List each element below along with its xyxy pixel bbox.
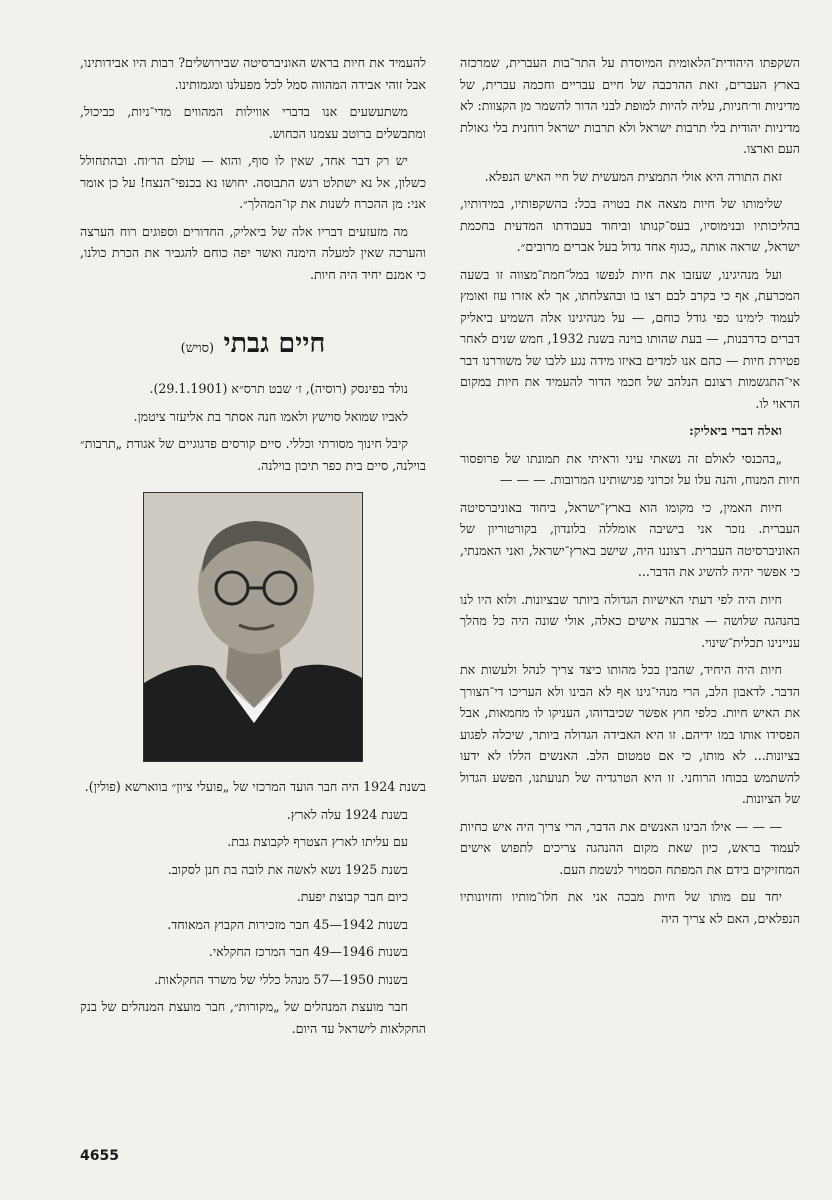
paragraph: ועל מנהיגינו, שעזבו את חיות לנפשו במל־חמת־מצווה זו בשעה המכרעת, אף כי בקרב לבם רצו בו ובהצלחתו, אך לא אזרו עוז ואומץ לעמוד לימינו כפי גודל כוחם, — על מנהיגינו אלה השמיע ביאליק דברים כדרבנות, — בעת שהותו בוינה בשנת 1932, חמש שנים לאחר פטירת חיות — כהם אנו למדים באיזו מידה נגע ללבו של משוררנו דבר אי־התגשמות רצונם הנלהב של חכמי הדור להעמיד את חיות במקום הראוי לו. <box>460 266 800 411</box>
paragraph: להעמיד את חיות בראש האוניברסיטה שבירושלים? רבות היו אבידותינו, אבל זוהי אבידה המהווה סמל לכל מפעלנו ומגמותינו. <box>80 55 426 92</box>
bio-paragraph: בשנות 1946—49 חבר המרכז החקלאי. <box>208 944 408 959</box>
bio-paragraph: בשנות 1950—57 מנהל כללי של משרד החקלאות. <box>154 971 408 987</box>
paragraph: „בהכנסי לאולם זה נשאתי עיני וראיתי את תמונתו של פרופסור חיות המנוח, והנה עלו על זכרוני פגישותינו המרובות. — — — <box>460 450 800 487</box>
bio-paragraph: נולד בפינסק (רוסיה), ז׳ שבט תרס״א (29.1.1901). <box>149 381 408 396</box>
portrait-photo <box>143 492 363 762</box>
paragraph: זאת התורה היא אולי התמצית המעשית של חיי האיש הנפלא. <box>484 168 782 184</box>
page-number: 4655 <box>80 1148 119 1164</box>
paragraph: — — — אילו הבינו האנשים את הדבר, הרי צריך היה איש כחיות לעמוד בראש, כיון שאת מקום ההנהגה צריכים לתפוש אישים המחזיקים בידם את המפתח הסמויר לנשמת העם. <box>460 818 800 877</box>
paragraph: מה מזעזעים דבריו אלה של ביאליק, החדורים וספוגים רוח הערצה והערכה שאין למעלה הימנה ואשר יפה כוחם להגביר את הכרת כולנו, כי אמנם יחיד היה חיות. <box>80 223 426 282</box>
paragraph: יש רק דבר אחד, שאין לו סוף, והוא — עולם הר׳וח. ובהתחולל כשלון, אל נא ישתלט רגש התבוסה. יחושו נא בכנפי־הנצח! על כן אומר אני: מן ההכרח לשנות את קו־המהלך״. <box>80 153 426 211</box>
bio-paragraph: כיום חבר קבוצת יפעת. <box>296 889 408 904</box>
paragraph: השקפתו היהודית־הלאומית המיוסדת על התר־בות העברית, שמרכזה בארץ העברים, זאת ההרכבה של חיים עבריים וחכמה עברית, של מדיניות ור׳חניות, עליה להיות למופת לבני הדור להשמר מן הקצוות: לא מדיניות יהודית בלי תרבות ישראל ולא תרבות ישראל רוחנית בלי גאולת העם וארצו. <box>460 55 800 156</box>
bio-paragraph: עם עליתו לארץ הצטרף לקבוצת גבת. <box>227 834 408 849</box>
bio-paragraph: חבר מועצת המנהלים של „מקורות״, חבר מועצת המנהלים של בנק החקלאות לישראל עד היום. <box>80 999 426 1036</box>
bio-paragraph: בשנות 1942—45 חבר מזכירות הקבוץ המאוחד. <box>167 916 408 932</box>
bio-paragraph: בשנת 1924 היה חבר הועד המרכזי של „פועלי ציון״ בווארשא (פולין). <box>84 779 426 794</box>
left-column <box>80 52 426 1045</box>
bio-paragraph: בשנת 1924 עלה לארץ. <box>286 806 408 822</box>
paragraph: חיות היה לפי דעתי האישיות הגדולה ביותר שבציונות. ולוא היו לנו בהנהגה שלושה — ארבעה אישים כאלה, אולי שונה היה כל מהלך עניינינו תכלית־שינוי. <box>460 591 800 650</box>
bio-heading <box>80 327 426 366</box>
paragraph: שלימותו של חיות מצאה את בטויה בכל: בהשקפותיו, במידותיו, בהליכותיו ובנימוסיו, בעס־קנותו וביחוד בעבודתו המדעית בחכמת ישראל, שראה אותה „כגוף אחד גדול בעל אברים מרובים״. <box>460 196 800 254</box>
bio-aka: (סויש) <box>180 341 215 356</box>
right-column <box>460 52 800 935</box>
paragraph: יחד עם מותו של חיות מבכה אני את חלו־מותיו וחזיונותיו הנפלאים, האם לא צריך היה <box>460 889 800 926</box>
bio-paragraph: בשנת 1925 נשא לאשה את לובה בת חנן לסקוב. <box>167 861 408 877</box>
paragraph: משתעשעים אנו בדברי אווילות המהווים מדי־ניות, כביכול, ומתבשלים ברוטב עצמנו הכחוש. <box>80 104 426 141</box>
paragraph: חיות האמין, כי מקומו הוא בארץ־ישראל, ביחוד באוניברסיטה העברית. נזכר אני בישיבה אומללה בלונדון, בקורטוריון של האוניברסיטה העברית. רצוננו היה, שישב בארץ־ישראל, ואני האמנתי, כי אפשר יהיה להשיג את הדבר... <box>460 499 800 579</box>
bio-paragraph: קיבל חינוך מסורתי וכללי. סיים קורסים פדגוגיים של אגודת „תרבות״ בוילנה, סיים בית כפר תיכון בוילנה. <box>80 436 426 473</box>
bio-paragraph: לאביו שמואל סוישץ ולאמו חנה אסתר בת אליעזר ציטמן. <box>133 408 408 424</box>
paragraph: חיות היה היחיד, שהבין בכל מהותו כיצד צריך לנהל ולעשות את הדבר. לדאבון הלב, הרי מנהי־גינו אף לא הבינו ולא העריכו די־הצורך את האיש חיות. כלפי חוץ אפשר שכיבדוהו, העניקו לו מחמאות, אבל הפסידו אותו במו ידיהם. זו היא האבידה הגדולה ביותר, שיכלה לפגוע בציונות... לא מותו, כי אם טמטום הלב. האנשים הללו לא ידעו להשתמש בכוחו הרוחני. זו היא הטרגדיה של תנועתנו, הפשע הגדול של הציונות. <box>460 662 800 806</box>
quote-intro: ואלה דברי ביאליק: <box>689 423 782 438</box>
bio-name: חיים גבתי <box>223 328 326 359</box>
